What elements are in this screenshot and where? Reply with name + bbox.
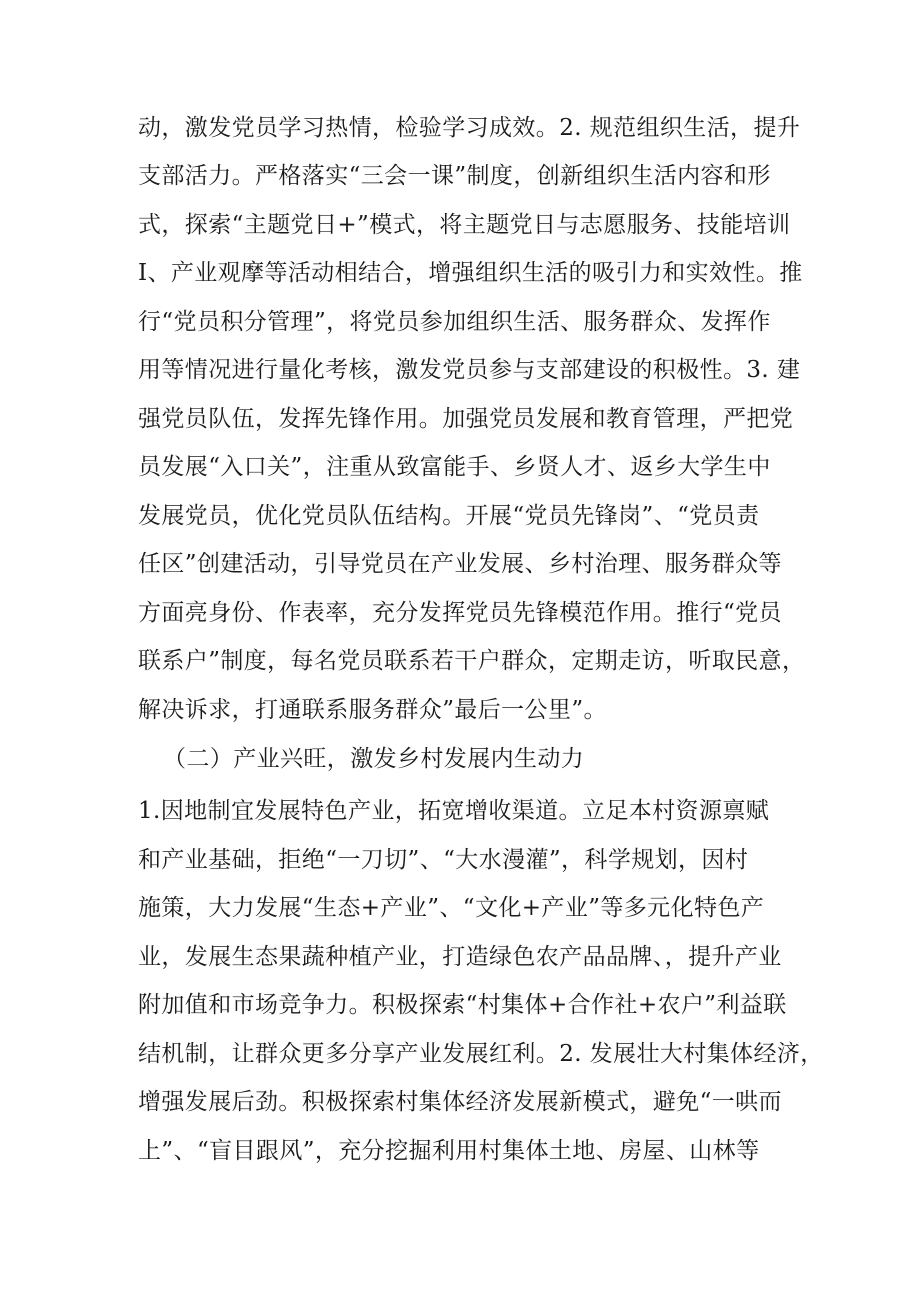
text-line: 支部活力。严格落实“三会一课”制度，创新组织生活内容和形 (138, 163, 771, 189)
text-line: 1.因地制宜发展特色产业，拓宽增收渠道。立足本村资源禀赋 (138, 798, 770, 824)
text-line: 施策，大力发展“生态+产业”、“文化+产业”等多元化特色产 (138, 895, 765, 921)
text-line: 用等情况进行量化考核，激发党员参与支部建设的积极性。3. 建 (138, 357, 801, 383)
text-line: 员发展“入口关”，注重从致富能手、乡贤人才、返乡大学生中 (138, 454, 771, 480)
text-line: 增强发展后劲。积极探索村集体经济发展新模式，避免“一哄而 (138, 1089, 782, 1115)
text-line: 任区”创建活动，引导党员在产业发展、乡村治理、服务群众等 (138, 551, 782, 577)
text-line: 业，发展生态果蔬种植产业，打造绿色农产品品牌、，提升产业 (138, 944, 782, 970)
text-line: 方面亮身份、作表率，充分发挥党员先锋模范作用。推行“党员 (138, 600, 782, 626)
section-heading: （二）产业兴旺，激发乡村发展内生动力 (163, 746, 585, 772)
text-line: 解决诉求，打通联系服务群众”最后一公里”。 (138, 697, 607, 723)
text-line: 结机制，让群众更多分享产业发展红利。2. 发展壮大村集体经济， (138, 1041, 824, 1067)
text-line: I、产业观摩等活动相结合，增强组织生活的吸引力和实效性。推 (138, 260, 803, 286)
text-line: 上”、“盲目跟风”，充分挖掘利用村集体土地、房屋、山林等 (138, 1138, 760, 1164)
text-line: 式，探索“主题党日+”模式，将主题党日与志愿服务、技能培训 (138, 212, 791, 238)
text-line: 附加值和市场竞争力。积极探索“村集体+合作社+农户”利益联 (138, 992, 787, 1018)
text-line: 联系户”制度，每名党员联系若干户群众，定期走访，听取民意， (138, 648, 806, 674)
text-line: 动，激发党员学习热情，检验学习成效。2. 规范组织生活，提升 (138, 115, 801, 141)
text-line: 发展党员，优化党员队伍结构。开展“党员先锋岗”、“党员责 (138, 503, 760, 529)
text-line: 强党员队伍，发挥先锋作用。加强党员发展和教育管理，严把党 (138, 406, 794, 432)
text-line: 行“党员积分管理”，将党员参加组织生活、服务群众、发挥作 (138, 309, 771, 335)
text-line: 和产业基础，拒绝“一刀切”、“大水漫灌”，科学规划，因村 (138, 847, 749, 873)
